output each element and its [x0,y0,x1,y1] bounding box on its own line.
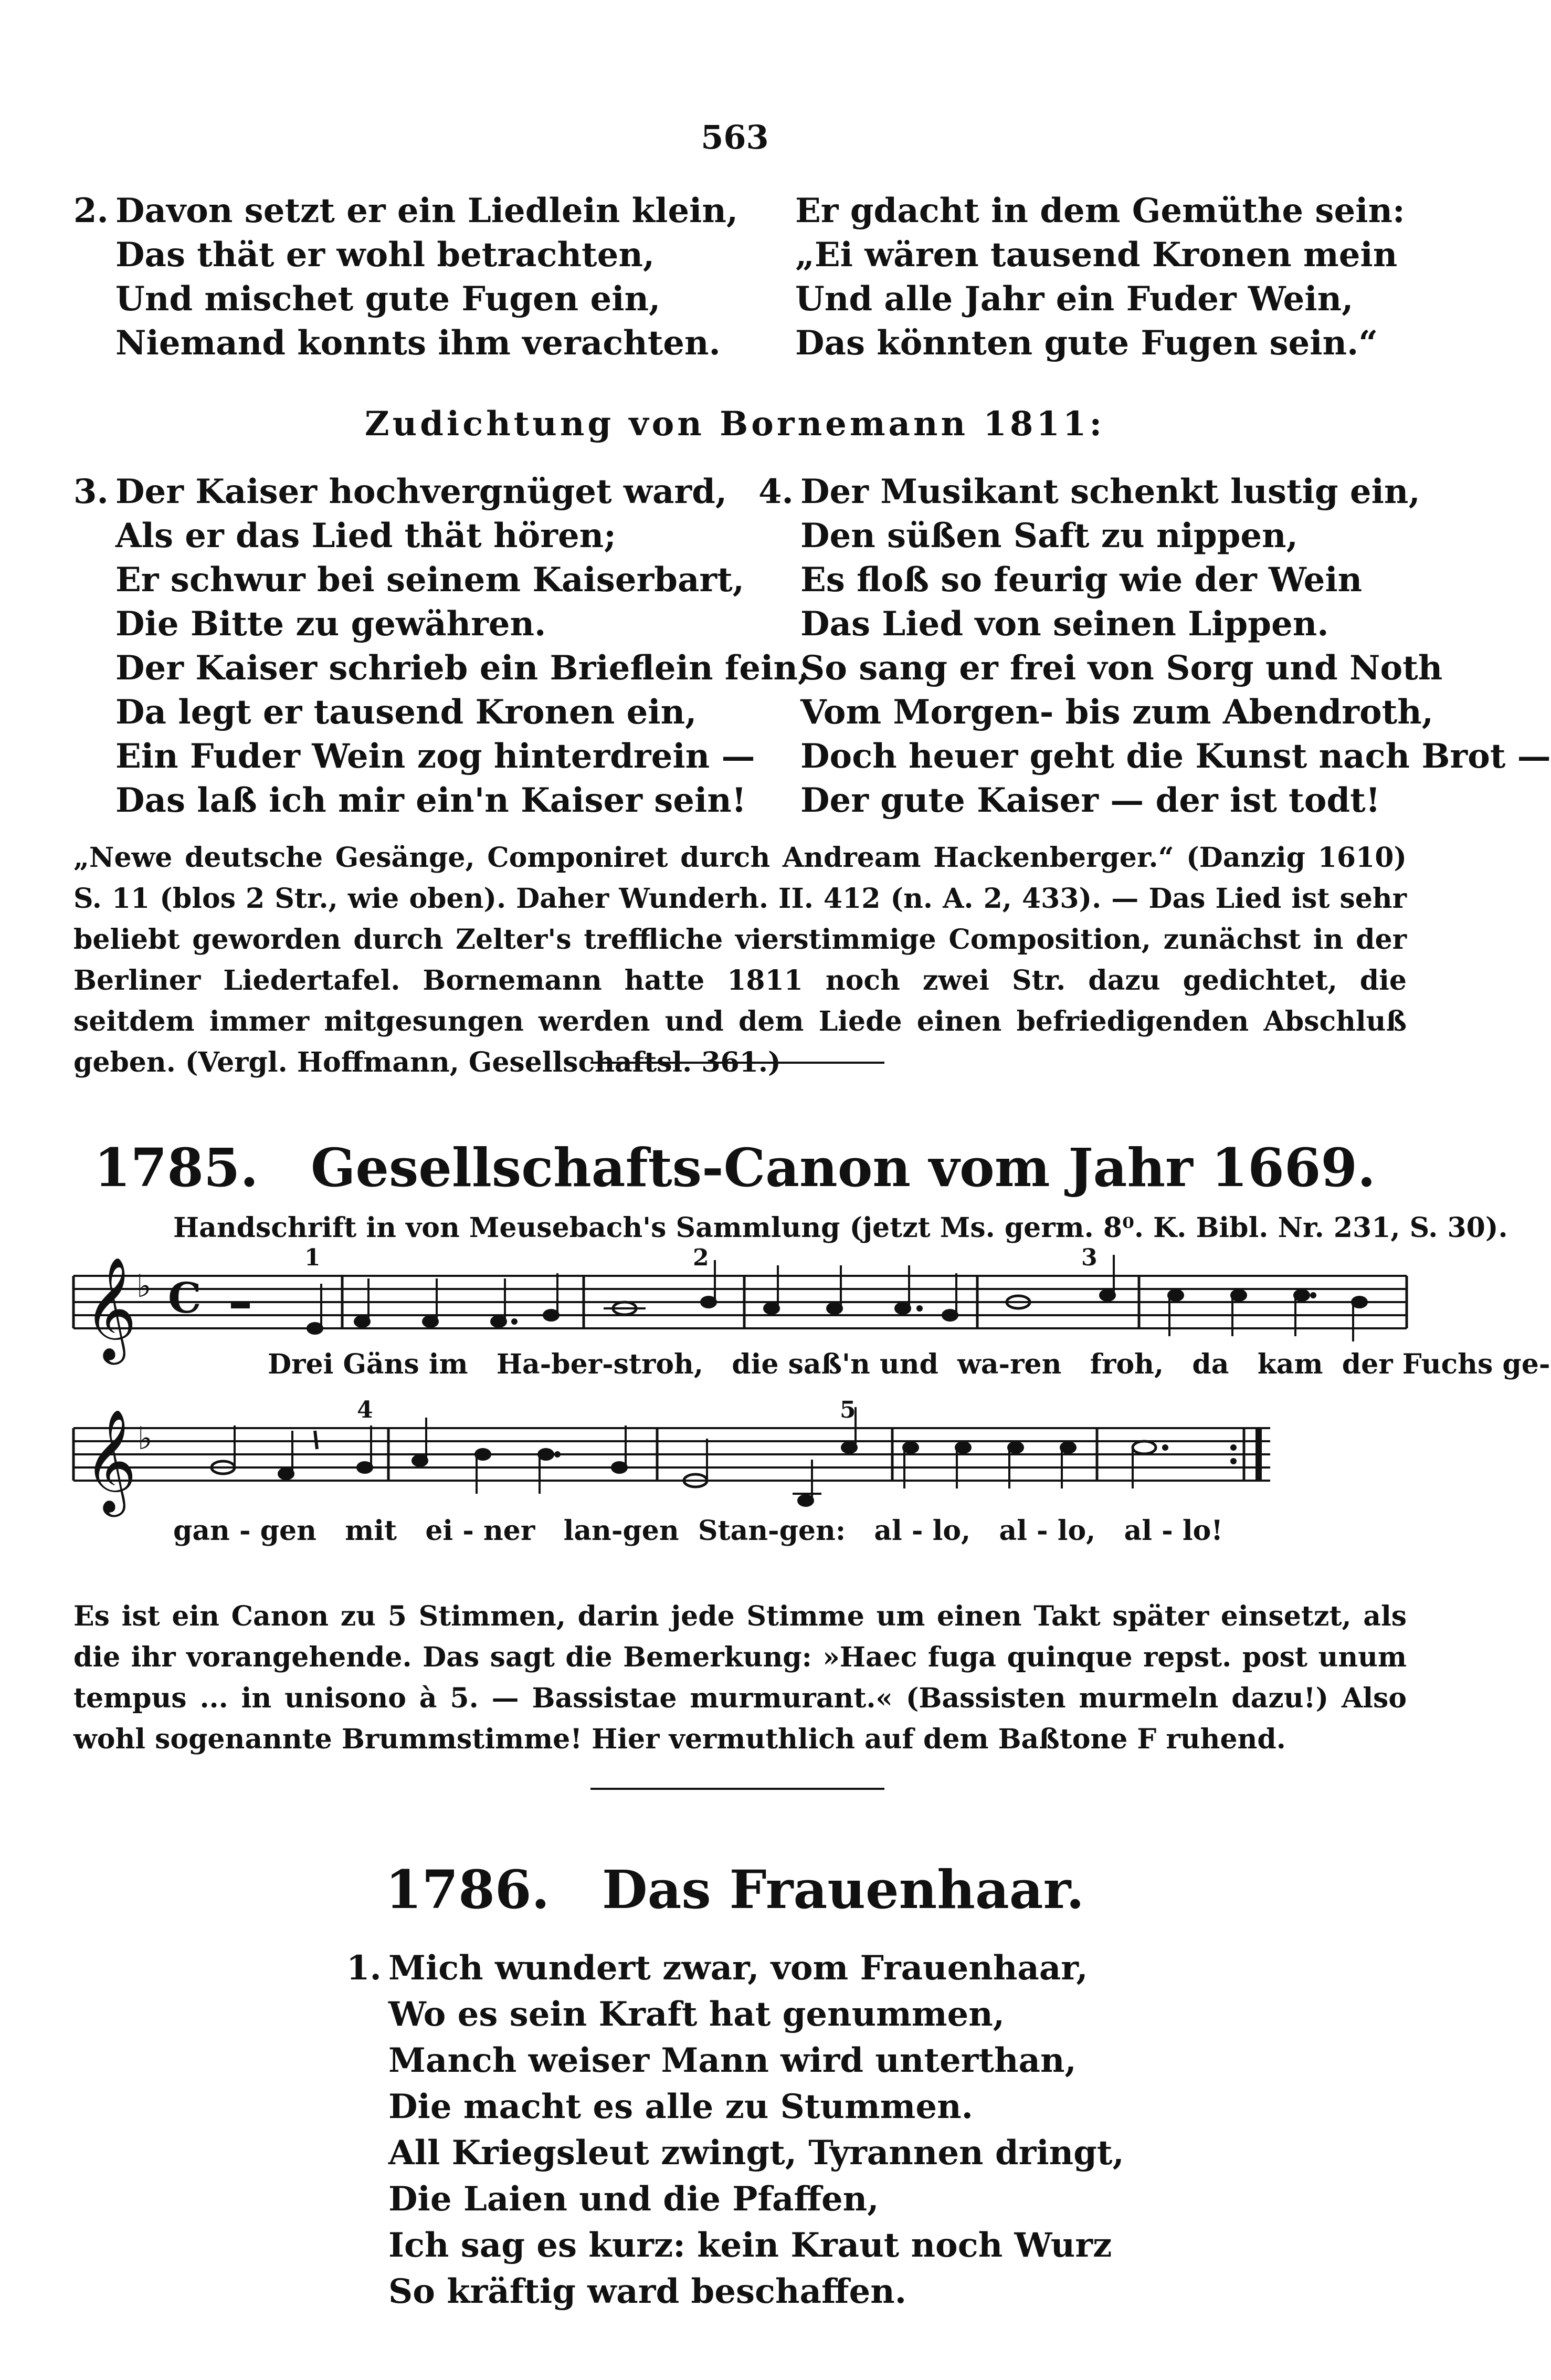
verse-number: 2. [73,191,109,230]
lyric-syllable: lan-gen [563,1515,679,1547]
verse-line: Das laß ich mir ein'n Kaiser sein! [115,781,746,820]
verse-line: Er gdacht in dem Gemüthe sein: [795,191,1405,230]
frauenhaar-verse-1 [346,1945,1124,2315]
lyric-syllable: saß'n [788,1348,870,1380]
canon-mark-5: 5 [840,1397,856,1423]
verse-line: Und mischet gute Fugen ein, [115,279,661,319]
song-title: Das Frauenhaar. [602,1859,1084,1921]
music-staff-2 [0,1376,1470,1533]
verse-line: Der gute Kaiser — der ist todt! [800,781,1380,820]
treble-clef-icon: 𝄞 [84,1409,137,1513]
source-note: „Newe deutsche Gesänge, Componiret durch Andream Hackenberger.“ (Danzig 1610) S. 11 (blos 2 Str., wie oben). Daher Wunderh. II. 412 (n. A. 2, 433). — Das Lied ist sehr beliebt geworden durch Zelter's treffliche vierstimmige Composition, zunächst in der Berliner Liedertafel. Bornemann hatte 1811 noch zwei Str. dazu gedichtet, die seitdem immer mitgesungen werden und dem Liede einen befriedigenden Abschluß geben. (Vergl. Hoffmann, Gesellschaftsl. 361.) [73,842,1407,1078]
lyric-syllable: wa-ren [957,1348,1062,1380]
lyric-syllable: - [1037,1515,1048,1547]
lyric-syllable: ge- [1502,1348,1550,1380]
lyric-syllable: - [239,1515,251,1547]
verse-line: Mich wundert zwar, vom Frauenhaar, [388,1948,1088,1988]
song-number: 1786. [385,1859,550,1921]
lyric-syllable: - [1162,1515,1173,1547]
lyric-syllable: Gäns [343,1348,419,1380]
verse-line: Das Lied von seinen Lippen. [800,604,1329,644]
verse-line: Da legt er tausend Kronen ein, [115,693,697,732]
lyric-syllable: Ha-ber-stroh, [496,1348,703,1380]
verse-number: 1. [346,1948,382,1988]
flat-icon: ♭ [138,1420,153,1457]
verse-line: Das könnten gute Fugen sein.“ [795,323,1378,363]
lyric-syllable: - [462,1515,474,1547]
verse-line: Der Kaiser hochvergnüget ward, [115,472,727,511]
verse-line: Ein Fuder Wein zog hinterdrein — [115,737,755,776]
verse-line: Als er das Lied thät hören; [115,516,616,555]
verse-3 [73,470,809,823]
verse-line: Vom Morgen- bis zum Abendroth, [800,693,1433,732]
lyric-syllable: froh, [1090,1348,1164,1380]
lyric-syllable: al [874,1515,902,1547]
lyric-syllable: da [1192,1348,1229,1380]
lyric-syllable: lo, [1057,1515,1096,1547]
lyric-syllable: al [999,1515,1027,1547]
verse-2-right [795,189,1405,365]
lyric-syllable: mit [345,1515,397,1547]
lyric-syllable: kam [1257,1348,1323,1380]
lyric-syllable: ner [483,1515,535,1547]
verse-line: Davon setzt er ein Liedlein klein, [115,191,738,230]
lyric-syllable: lo, [932,1515,971,1547]
canon-mark-2: 2 [693,1244,709,1271]
verse-line: Manch weiser Mann wird unterthan, [388,2041,1077,2080]
verse-2-left [73,189,738,365]
treble-clef-icon: 𝄞 [84,1256,137,1360]
flat-icon: ♭ [136,1268,152,1305]
manuscript-source: Handschrift in von Meusebach's Sammlung (jetzt Ms. germ. 8⁰. K. Bibl. Nr. 231, S. 30). [173,1212,1508,1244]
zudichtung-heading: Zudichtung von Bornemann 1811: [364,404,1105,444]
canon-note: Es ist ein Canon zu 5 Stimmen, darin jede Stimme um einen Takt später einsetzt, als die ihr vorangehende. Das sagt die Bemerkung: »Haec fuga quinque repst. post unum tempus ... in unisono à 5. — Bassistae murmurant.« (Bassisten murmeln dazu!) Also wohl sogenannte Brummstimme! Hier vermuthlich auf dem Baßtone F ruhend. [73,1600,1407,1755]
song-1785-heading [0,1137,1470,1199]
section-divider [590,1788,884,1790]
verse-line: So kräftig ward beschaffen. [388,2272,906,2311]
verse-line: Der Musikant schenkt lustig ein, [800,472,1420,511]
lyric-syllable: al [1124,1515,1153,1547]
lyric-syllable: die [732,1348,779,1380]
lyric-syllable: lo! [1182,1515,1223,1547]
lyric-syllable: Stan-gen: [698,1515,846,1547]
page-number: 563 [701,118,769,156]
lyric-syllable: gen [260,1515,316,1547]
verse-line: So sang er frei von Sorg und Noth [800,648,1443,688]
verse-line: Niemand konnts ihm verachten. [115,323,721,363]
lyric-syllable: ei [425,1515,453,1547]
lyric-syllable: Fuchs [1402,1348,1493,1380]
lyric-syllable: - [911,1515,923,1547]
verse-number: 3. [73,472,109,511]
verse-line: Und alle Jahr ein Fuder Wein, [795,279,1354,319]
verse-line: Den süßen Saft zu nippen, [800,516,1298,555]
verse-line: Wo es sein Kraft hat genummen, [388,1995,1005,2034]
verse-line: Die Bitte zu gewähren. [115,604,546,644]
verse-line: Die Laien und die Pfaffen, [388,2179,879,2219]
verse-line: Der Kaiser schrieb ein Brieflein fein, [115,648,810,688]
verse-line: Das thät er wohl betrachten, [115,235,655,275]
verse-line: Ich sag es kurz: kein Kraut noch Wurz [388,2226,1112,2265]
song-number: 1785. [94,1137,259,1199]
verse-line: Die macht es alle zu Stummen. [388,2087,973,2126]
verse-line: All Kriegsleut zwingt, Tyrannen dringt, [388,2133,1124,2173]
verse-number: 4. [758,472,794,511]
song-title: Gesellschafts-Canon vom Jahr 1669. [310,1137,1376,1199]
lyric-syllable: und [879,1348,938,1380]
canon-mark-1: 1 [304,1244,321,1271]
lyric-syllable: der [1342,1348,1393,1380]
verse-line: „Ei wären tausend Kronen mein [795,235,1398,275]
common-time-icon: C [168,1273,202,1323]
lyric-syllable: im [428,1348,468,1380]
lyric-syllable: gan [173,1515,230,1547]
song-1786-heading [0,1859,1470,1921]
canon-mark-4: 4 [357,1397,373,1423]
verse-line: Er schwur bei seinem Kaiserbart, [115,560,744,600]
lyric-syllable: Drei [268,1348,334,1380]
lyrics-line-2 [173,1515,1223,1547]
verse-4 [758,470,1551,823]
section-divider [590,1062,884,1064]
canon-mark-3: 3 [1081,1244,1098,1271]
verse-line: Es floß so feurig wie der Wein [800,560,1363,600]
verse-line: Doch heuer geht die Kunst nach Brot — [800,737,1551,776]
